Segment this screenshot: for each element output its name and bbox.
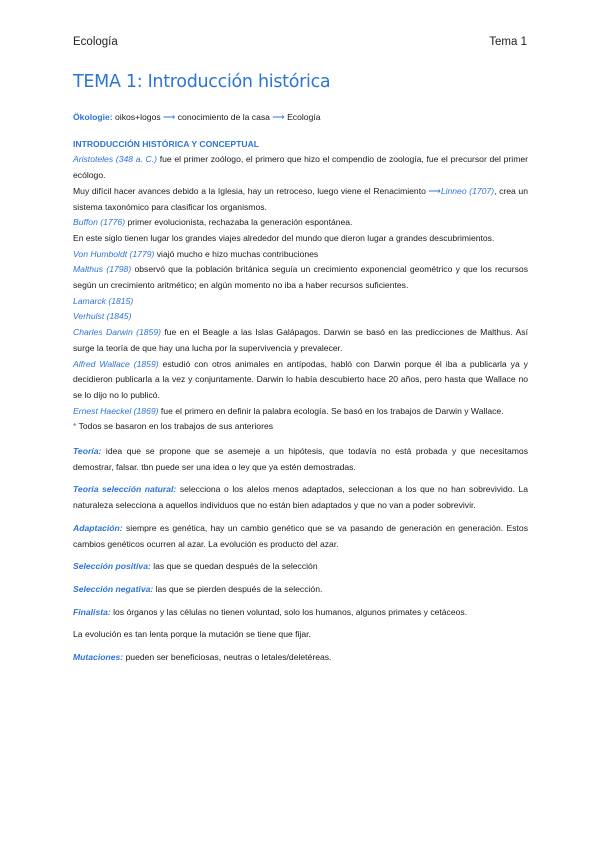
header-topic: Tema 1 — [489, 36, 527, 48]
page-title: TEMA 1: Introducción histórica — [73, 72, 331, 92]
paragraph-viajes: En este siglo tienen lugar los grandes viajes alrededor del mundo que dieron lugar a grandes descubrimientos. — [73, 232, 495, 243]
arrow-icon: ⟶ — [428, 185, 441, 196]
paragraph-seleccion-natural: Teoría selección natural: selecciona o los alelos menos adaptados, seleccionan a los que no han sobrevivido. La naturaleza selecciona a aquellos individuos que no están bien adaptados y que no van a poder sobrevivir. — [73, 484, 529, 511]
page-header — [73, 36, 527, 48]
paragraph-seleccion-negativa: Selección negativa: las que se pierden después de la selección. — [73, 583, 323, 594]
document-body — [73, 110, 528, 666]
paragraph-todos: * Todos se basaron en los trabajos de sus anteriores — [73, 421, 274, 432]
paragraph-malthus: Malthus (1798) observó que la población británica seguía un crecimiento exponencial geométrico y que los recursos según un crecimiento aritmético; en algún momento no iba a haber recursos suficientes. — [73, 264, 528, 291]
paragraph-darwin: Charles Darwin (1859) fue en el Beagle a las Islas Galápagos. Darwin se basó en las predicciones de Malthus. Así surge la teoría de que hay una lucha por la supervivencia y prevalecer. — [73, 327, 528, 353]
paragraph-lamarck: Lamarck (1815) — [73, 295, 134, 306]
paragraph-verhulst: Verhulst (1845) — [73, 311, 132, 322]
paragraph-buffon: Buffon (1776) primer evolucionista, rechazaba la generación espontánea. — [73, 217, 353, 228]
header-subject: Ecología — [73, 36, 118, 48]
paragraph-iglesia: Muy difícil hacer avances debido a la Iglesia, hay un retroceso, luego viene el Renacimiento ⟶Linneo (1707), crea un sistema taxonómico para clasificar los organismos. — [73, 185, 528, 212]
paragraph-evolucion: La evolución es tan lenta porque la mutación se tiene que fijar. — [73, 629, 311, 640]
arrow-icon: ⟶ — [163, 112, 176, 122]
okologie-term: Ökologie: — [73, 112, 113, 122]
asterisk-icon: * — [73, 421, 77, 432]
paragraph-adaptacion: Adaptación: siempre es genética, hay un cambio genético que se va pasando de generación en generación. Estos cambios genéticos ocurren al azar. La evolución es producto del azar. — [73, 522, 528, 549]
paragraph-seleccion-positiva: Selección positiva: las que se quedan después de la selección — [73, 561, 318, 572]
paragraph-haeckel: Ernest Haeckel (1869) fue el primero en definir la palabra ecología. Se basó en los trabajos de Darwin y Wallace. — [73, 405, 504, 416]
paragraph-mutaciones: Mutaciones: pueden ser beneficiosas, neutras o letales/deletéreas. — [73, 652, 332, 663]
paragraph-aristoteles: Aristoteles (348 a. C.) fue el primer zoólogo, el primero que hizo el compendio de zoología, fue el precursor del primer ecólogo. — [73, 154, 529, 181]
okologie-line: Ökologie: oikos+logos ⟶ conocimiento de la casa ⟶ Ecología — [73, 112, 321, 122]
arrow-icon: ⟶ — [272, 112, 285, 122]
paragraph-humboldt: Von Humboldt (1779) viajó mucho e hizo muchas contribuciones — [73, 248, 319, 259]
paragraph-wallace: Alfred Wallace (1859) estudió con otros animales en antípodas, habló con Darwin porque él iba a publicarla ya y decidieron publicarla a la vez y conjuntamente. Darwin lo había descubierto hace 20 años, pero hasta que Wallace no se lo dijo no lo publicó. — [73, 358, 528, 400]
section-heading: INTRODUCCIÓN HISTÓRICA Y CONCEPTUAL — [73, 138, 260, 149]
paragraph-finalista: Finalista: los órganos y las células no tienen voluntad, solo los humanos, algunos primates y cetáceos. — [73, 606, 468, 617]
paragraph-teoria: Teoría: idea que se propone que se asemeje a un hipótesis, que todavía no está probada y que necesitamos demostrar, falsar. tbn puede ser una idea o ley que ya estén demostradas. — [73, 446, 528, 472]
